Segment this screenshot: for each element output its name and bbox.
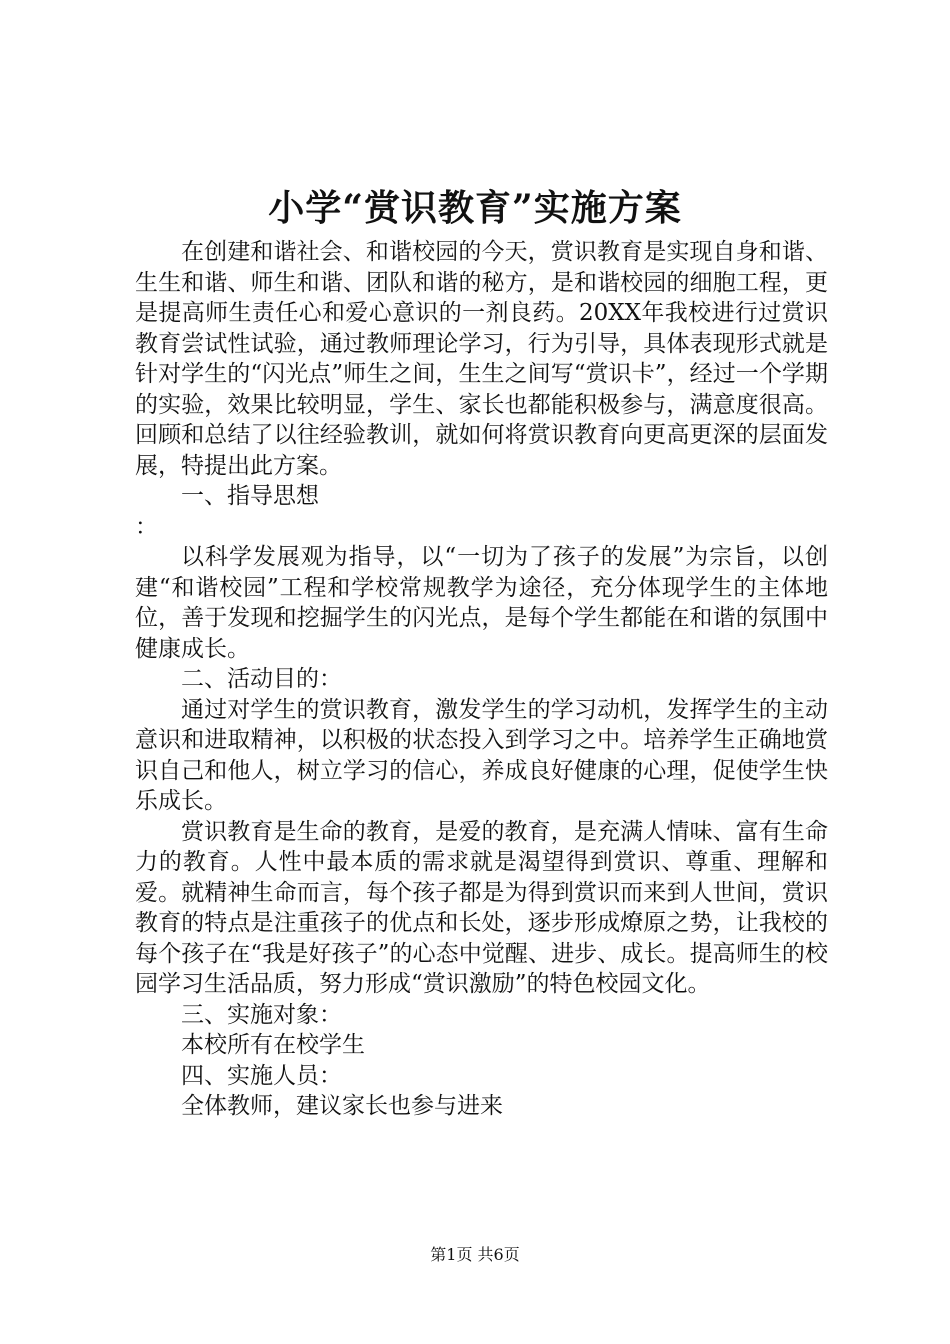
appreciation-education-paragraph: 赏识教育是生命的教育，是爱的教育，是充满人情味、富有生命力的教育。人性中最本质的需求就是渴望得到赏识、尊重、理解和爱。就精神生命而言，每个孩子都是为得到赏识而来到人世间，赏识教育的特点是注重孩子的优点和长处，逐步形成燎原之势，让我校的每个孩子在“我是好孩子”的心态中觉醒、进步、成长。提高师生的校园学习生活品质，努力形成“赏识激励”的特色校园文化。	[135, 818, 828, 997]
document-body	[135, 237, 828, 1122]
section-heading-guiding-thought: 一、指导思想	[181, 483, 319, 509]
section-heading-target: 三、实施对象：	[181, 1001, 342, 1028]
target-paragraph: 本校所有在校学生	[181, 1032, 365, 1058]
staff-paragraph: 全体教师，建议家长也参与进来	[181, 1093, 503, 1119]
intro-paragraph: 在创建和谐社会、和谐校园的今天，赏识教育是实现自身和谐、生生和谐、师生和谐、团队和谐的秘方，是和谐校园的细胞工程，更是提高师生责任心和爱心意识的一剂良药。20XX年我校进行过赏识教育尝试性试验，通过教师理论学习，行为引导，具体表现形式就是针对学生的“闪光点”师生之间，生生之间写“赏识卡”，经过一个学期的实验，效果比较明显，学生、家长也都能积极参与，满意度很高。回顾和总结了以往经验教训，就如何将赏识教育向更高更深的层面发展，特提出此方案。	[135, 239, 828, 479]
page-number-footer: 第1页 共6页	[430, 1245, 520, 1264]
guiding-thought-paragraph: 以科学发展观为指导，以“一切为了孩子的发展”为宗旨，以创建“和谐校园”工程和学校常规教学为途径，充分体现学生的主体地位，善于发现和挖掘学生的闪光点，是每个学生都能在和谐的氛围中健康成长。	[135, 544, 828, 662]
activity-goal-paragraph: 通过对学生的赏识教育，激发学生的学习动机，发挥学生的主动意识和进取精神，以积极的状态投入到学习之中。培养学生正确地赏识自己和他人，树立学习的信心，养成良好健康的心理，促使学生快乐成长。	[135, 696, 828, 814]
colon-line: ：	[135, 513, 158, 540]
section-heading-activity-goal: 二、活动目的：	[181, 666, 342, 692]
document-title: 小学“赏识教育”实施方案	[268, 187, 682, 229]
section-heading-staff: 四、实施人员：	[181, 1062, 342, 1089]
